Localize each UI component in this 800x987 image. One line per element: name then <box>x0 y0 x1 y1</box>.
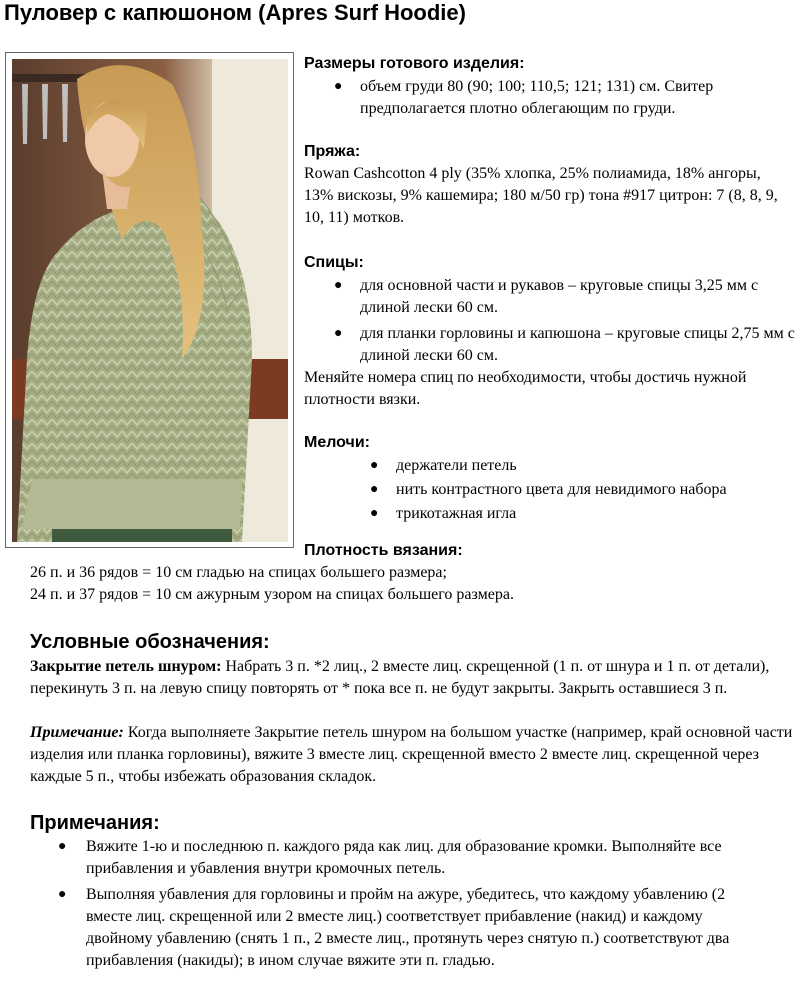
list-item: ● для планки горловины и капюшона – круговые спицы 2,75 мм с длиной лески 60 см. <box>334 325 795 364</box>
legend-text <box>30 656 798 700</box>
legend-heading: Условные обозначения: <box>30 631 270 653</box>
needles-note: Меняйте номера спиц по необходимости, чтобы достичь нужной плотности вязки. <box>304 369 747 408</box>
list-item: ● трикотажная игла <box>370 505 517 522</box>
notions-list <box>370 455 796 525</box>
gauge-lines <box>30 562 800 606</box>
legend-note-label: Примечание: <box>30 724 124 741</box>
legend-term-text: Набрать 3 п. *2 лиц., 2 вместе лиц. скрещенной (1 п. от шнура и 1 п. от детали), перекинуть 3 п. на левую спицу повторять от * пока все п. не будут закрыты. Закрыть оставшиеся 3 п. <box>30 658 770 697</box>
needles-heading: Спицы: <box>304 254 364 271</box>
legend-note-text: Когда выполняете Закрытие петель шнуром на большом участке (например, край основной части изделия или планка горловины), вяжите 3 вместе лиц. скрещенной вместо 2 вместе лиц. скрещенной через каждые 5 п., чтобы избежать образования складок. <box>30 724 793 785</box>
legend-note <box>30 722 800 788</box>
notions-heading: Мелочи: <box>304 434 371 451</box>
gauge-line: 26 п. и 36 рядов = 10 см гладью на спицах большего размера; <box>30 564 447 581</box>
list-item: ● держатели петель <box>370 457 517 474</box>
gauge-heading: Плотность вязания: <box>304 542 463 559</box>
list-item: ● нить контрастного цвета для невидимого набора <box>370 481 727 498</box>
yarn-text: Rowan Cashcotton 4 ply (35% хлопка, 25% полиамида, 18% ангоры, 13% вискозы, 9% кашемира; 180 м/50 гр) тона #917 цитрон: 7 (8, 8, 9, 10, 11) мотков. <box>304 165 778 226</box>
yarn-heading: Пряжа: <box>304 143 361 160</box>
list-item: ● Выполняя убавления для горловины и пройм на ажуре, убедитесь, что каждому убавлению (2 вместе лиц. скрещенной или 2 вместе лиц.) соответствует прибавление (накид) и каждому двойному убавлению (снять 1 п., 2 вместе лиц., протянуть через снятую п.) соответствуют два прибавления (накиды); в ином случае вяжите эти п. гладью. <box>58 886 730 969</box>
page-title: Пуловер с капюшоном (Apres Surf Hoodie) <box>4 0 466 25</box>
list-item: ● для основной части и рукавов – круговые спицы 3,25 мм с длиной лески 60 см. <box>334 277 759 316</box>
model-photo-illustration <box>12 59 288 542</box>
needles-list <box>334 275 800 367</box>
gauge-line: 24 п. и 37 рядов = 10 см ажурным узором на спицах большего размера. <box>30 586 514 603</box>
sizes-list <box>334 76 790 120</box>
notes-list <box>58 836 766 972</box>
sizes-heading: Размеры готового изделия: <box>304 55 525 72</box>
notes-heading: Примечания: <box>30 812 160 834</box>
model-photo <box>5 52 294 548</box>
list-item: ● Вяжите 1-ю и последнюю п. каждого ряда как лиц. для образование кромки. Выполняйте все прибавления и убавления внутри кромочных петель. <box>58 838 722 877</box>
legend-term: Закрытие петель шнуром: <box>30 658 222 675</box>
list-item: ● объем груди 80 (90; 100; 110,5; 121; 131) см. Свитер предполагается плотно облегающим по груди. <box>334 78 714 117</box>
